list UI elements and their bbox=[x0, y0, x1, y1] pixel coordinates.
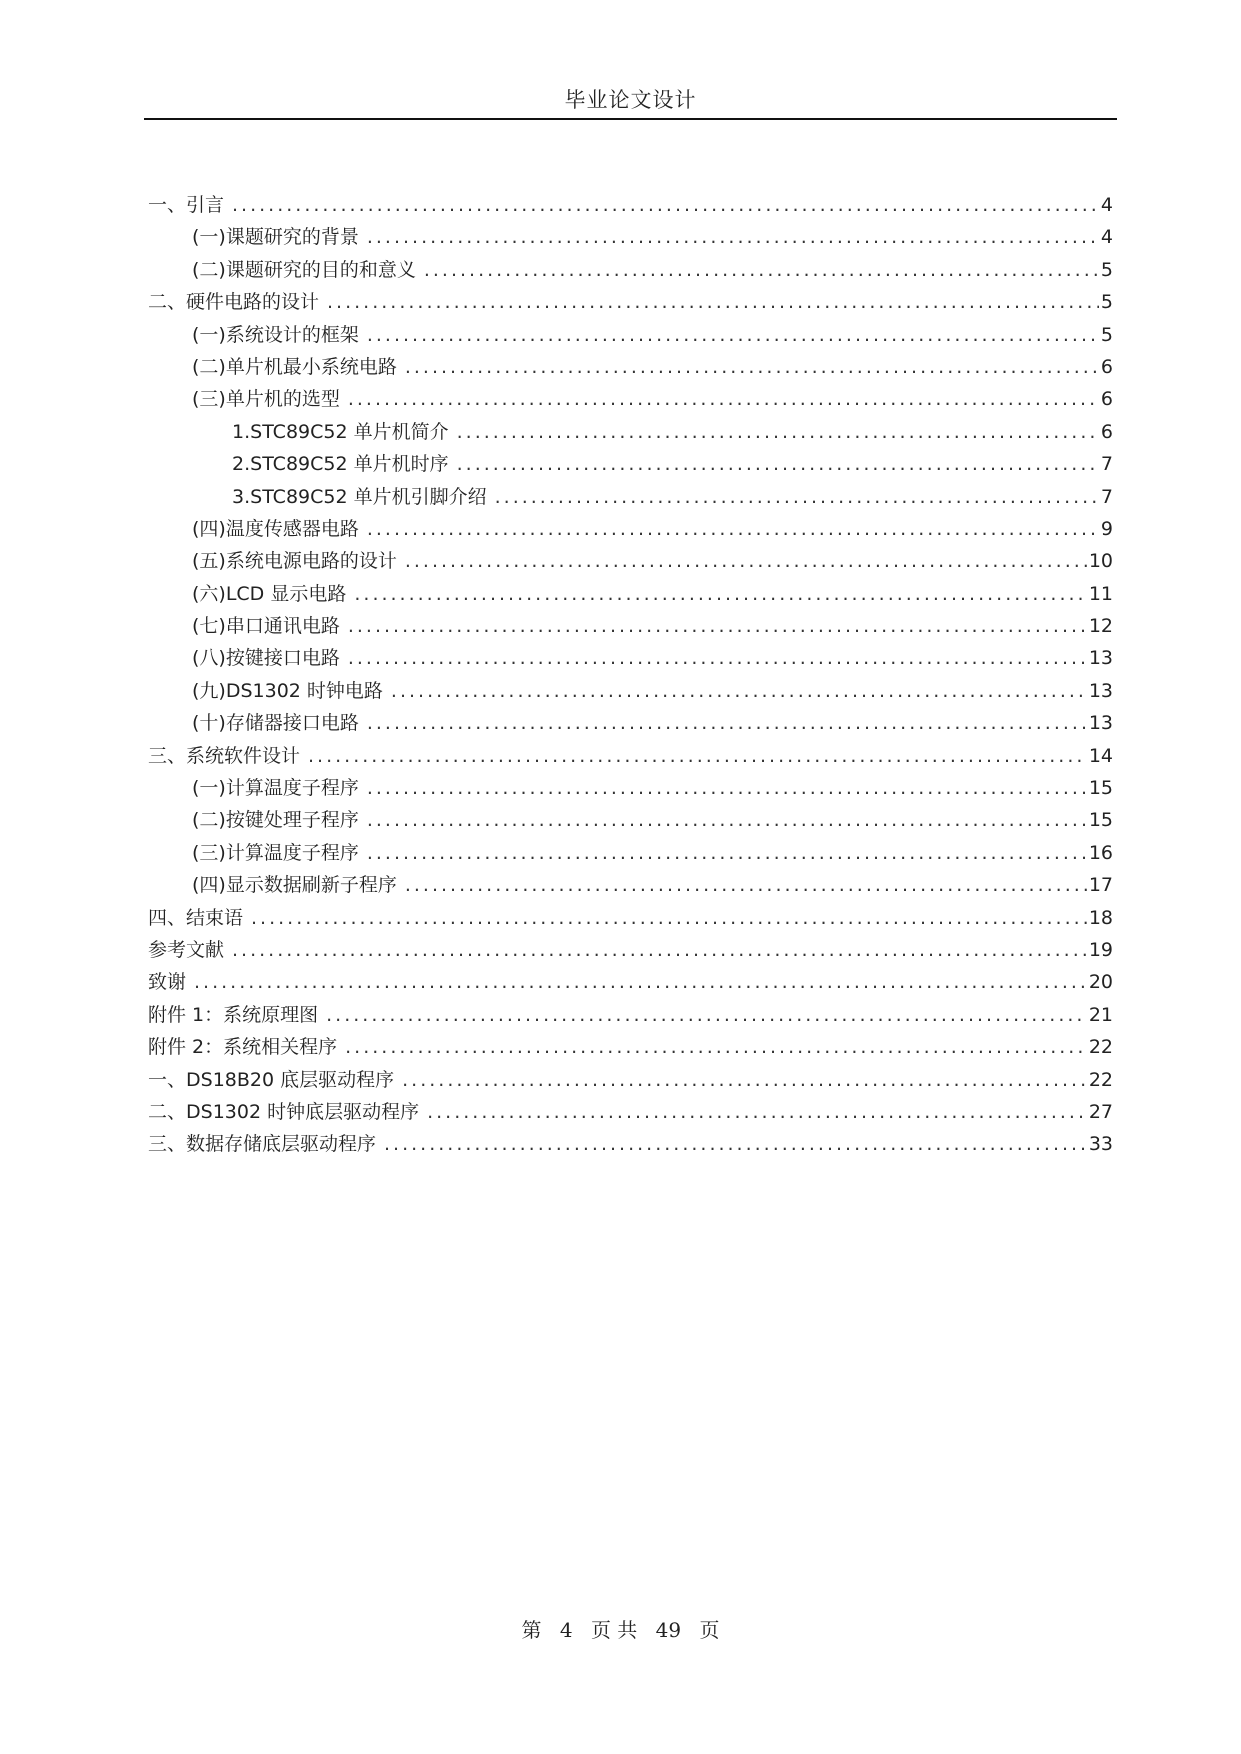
toc-entry-label: (二)课题研究的目的和意义 bbox=[192, 258, 416, 281]
toc-entry-label: (五)系统电源电路的设计 bbox=[192, 550, 397, 573]
toc-leader-dots bbox=[495, 486, 1099, 508]
toc-entry-page: 5 bbox=[1100, 323, 1113, 346]
page-footer bbox=[0, 1614, 1241, 1643]
toc-entry-label: 附件 1：系统原理图 bbox=[148, 1003, 319, 1026]
toc-leader-dots bbox=[391, 680, 1087, 702]
toc-entry[interactable] bbox=[148, 352, 1113, 384]
toc-entry-page: 12 bbox=[1088, 615, 1113, 638]
toc-entry[interactable] bbox=[148, 449, 1113, 481]
toc-entry-page: 33 bbox=[1088, 1133, 1113, 1156]
toc-entry[interactable] bbox=[148, 838, 1113, 870]
toc-entry-label: (八)按键接口电路 bbox=[192, 647, 340, 670]
toc-entry[interactable] bbox=[148, 1032, 1113, 1064]
toc-entry-label: (六)LCD 显示电路 bbox=[192, 582, 347, 605]
toc-entry-page: 6 bbox=[1100, 420, 1113, 443]
toc-leader-dots bbox=[384, 1133, 1087, 1155]
toc-entry-label: 2.STC89C52 单片机时序 bbox=[232, 453, 449, 476]
toc-leader-dots bbox=[424, 259, 1099, 281]
toc-entry-page: 10 bbox=[1088, 550, 1113, 573]
toc-entry[interactable] bbox=[148, 967, 1113, 999]
toc-entry-label: (三)单片机的选型 bbox=[192, 388, 340, 411]
toc-leader-dots bbox=[367, 226, 1099, 248]
toc-entry[interactable] bbox=[148, 190, 1113, 222]
toc-leader-dots bbox=[354, 583, 1086, 605]
toc-entry-page: 13 bbox=[1088, 647, 1113, 670]
toc-entry[interactable] bbox=[148, 1065, 1113, 1097]
toc-entry[interactable] bbox=[148, 579, 1113, 611]
toc-leader-dots bbox=[367, 324, 1099, 346]
toc-leader-dots bbox=[367, 842, 1087, 864]
toc-leader-dots bbox=[457, 421, 1099, 443]
toc-leader-dots bbox=[345, 1036, 1087, 1058]
toc-entry-page: 4 bbox=[1100, 226, 1113, 249]
toc-entry-label: 三、数据存储底层驱动程序 bbox=[148, 1133, 377, 1156]
toc-entry-page: 20 bbox=[1088, 971, 1113, 994]
toc-entry[interactable] bbox=[148, 482, 1113, 514]
toc-entry[interactable] bbox=[148, 546, 1113, 578]
toc-entry[interactable] bbox=[148, 903, 1113, 935]
toc-entry-label: (二)单片机最小系统电路 bbox=[192, 355, 397, 378]
toc-entry-label: (三)计算温度子程序 bbox=[192, 841, 359, 864]
toc-entry-page: 19 bbox=[1088, 938, 1113, 961]
toc-leader-dots bbox=[232, 939, 1087, 961]
toc-entry-label: 三、系统软件设计 bbox=[148, 744, 301, 767]
toc-entry-label: (九)DS1302 时钟电路 bbox=[192, 679, 383, 702]
toc-leader-dots bbox=[457, 453, 1099, 475]
footer-suffix: 页 bbox=[699, 1618, 720, 1642]
toc-entry[interactable] bbox=[148, 870, 1113, 902]
toc-entry[interactable] bbox=[148, 1129, 1113, 1161]
toc-entry-label: 附件 2：系统相关程序 bbox=[148, 1036, 338, 1059]
toc-entry-page: 15 bbox=[1088, 777, 1113, 800]
toc-leader-dots bbox=[367, 518, 1099, 540]
toc-entry-label: 1.STC89C52 单片机简介 bbox=[232, 420, 449, 443]
toc-entry-page: 9 bbox=[1100, 517, 1113, 540]
toc-entry[interactable] bbox=[148, 255, 1113, 287]
toc-entry-page: 4 bbox=[1100, 194, 1113, 216]
toc-entry-label: 一、DS18B20 底层驱动程序 bbox=[148, 1068, 395, 1091]
toc-entry-page: 6 bbox=[1100, 355, 1113, 378]
toc-entry[interactable] bbox=[148, 514, 1113, 546]
toc-entry-label: (七)串口通讯电路 bbox=[192, 615, 340, 638]
toc-entry-label: (一)计算温度子程序 bbox=[192, 777, 359, 800]
toc-entry-page: 7 bbox=[1100, 485, 1113, 508]
toc-entry[interactable] bbox=[148, 935, 1113, 967]
toc-leader-dots bbox=[405, 874, 1087, 896]
toc-entry-page: 22 bbox=[1088, 1068, 1113, 1091]
toc-leader-dots bbox=[308, 745, 1087, 767]
toc-entry-page: 27 bbox=[1088, 1100, 1113, 1123]
toc-leader-dots bbox=[348, 647, 1087, 669]
toc-entry[interactable] bbox=[148, 320, 1113, 352]
toc-leader-dots bbox=[194, 971, 1087, 993]
toc-entry-page: 17 bbox=[1088, 874, 1113, 897]
toc-entry-label: 致谢 bbox=[148, 971, 187, 994]
toc-entry-page: 7 bbox=[1100, 453, 1113, 476]
toc-leader-dots bbox=[348, 388, 1099, 410]
toc-entry-page: 22 bbox=[1088, 1036, 1113, 1059]
toc-entry-page: 13 bbox=[1088, 679, 1113, 702]
page-header-title: 毕业论文设计 bbox=[564, 88, 697, 112]
toc-entry-label: 四、结束语 bbox=[148, 906, 244, 929]
toc-entry-label: (一)课题研究的背景 bbox=[192, 226, 359, 249]
toc-entry-label: 参考文献 bbox=[148, 938, 225, 961]
toc-entry[interactable] bbox=[148, 708, 1113, 740]
toc-entry-label: (四)温度传感器电路 bbox=[192, 517, 359, 540]
toc-entry[interactable] bbox=[148, 611, 1113, 643]
toc-leader-dots bbox=[232, 194, 1099, 216]
toc-entry-page: 5 bbox=[1100, 258, 1113, 281]
toc-leader-dots bbox=[326, 1004, 1087, 1026]
toc-entry-label: 二、硬件电路的设计 bbox=[148, 291, 320, 314]
toc-entry[interactable] bbox=[148, 643, 1113, 675]
toc-entry-page: 21 bbox=[1088, 1003, 1113, 1026]
toc-leader-dots bbox=[348, 615, 1087, 637]
toc-entry-label: (二)按键处理子程序 bbox=[192, 809, 359, 832]
toc-entry-page: 18 bbox=[1088, 906, 1113, 929]
toc-entry[interactable] bbox=[148, 1097, 1113, 1129]
toc-entry-label: 3.STC89C52 单片机引脚介绍 bbox=[232, 485, 487, 508]
footer-current-page: 4 bbox=[559, 1618, 573, 1642]
toc-leader-dots bbox=[251, 907, 1087, 929]
toc-entry[interactable] bbox=[148, 287, 1113, 319]
toc-entry[interactable] bbox=[148, 417, 1113, 449]
header-divider bbox=[144, 118, 1117, 120]
toc-entry[interactable] bbox=[148, 676, 1113, 708]
toc-entry-page: 13 bbox=[1088, 712, 1113, 735]
toc-leader-dots bbox=[405, 356, 1099, 378]
toc-leader-dots bbox=[402, 1069, 1087, 1091]
toc-entry[interactable] bbox=[148, 805, 1113, 837]
toc-entry-label: (十)存储器接口电路 bbox=[192, 712, 359, 735]
toc-leader-dots bbox=[405, 550, 1087, 572]
toc-entry-label: 一、引言 bbox=[148, 194, 225, 216]
toc-entry-page: 6 bbox=[1100, 388, 1113, 411]
toc-entry[interactable] bbox=[148, 384, 1113, 416]
toc-leader-dots bbox=[327, 291, 1099, 313]
toc-entry-page: 16 bbox=[1088, 841, 1113, 864]
footer-prefix: 第 bbox=[521, 1618, 542, 1642]
toc-entry[interactable] bbox=[148, 741, 1113, 773]
footer-middle: 页 共 bbox=[590, 1618, 638, 1642]
toc-entry-page: 15 bbox=[1088, 809, 1113, 832]
toc-entry[interactable] bbox=[148, 1000, 1113, 1032]
toc-entry[interactable] bbox=[148, 773, 1113, 805]
toc-entry-page: 5 bbox=[1100, 291, 1113, 314]
toc-leader-dots bbox=[427, 1101, 1087, 1123]
toc-entry-label: (一)系统设计的框架 bbox=[192, 323, 359, 346]
footer-total-pages: 49 bbox=[655, 1618, 682, 1642]
toc-entry-page: 14 bbox=[1088, 744, 1113, 767]
toc-leader-dots bbox=[367, 712, 1087, 734]
toc-entry-page: 11 bbox=[1088, 582, 1113, 605]
toc-leader-dots bbox=[367, 809, 1087, 831]
toc-entry[interactable] bbox=[148, 222, 1113, 254]
table-of-contents bbox=[148, 190, 1113, 1162]
toc-entry-label: (四)显示数据刷新子程序 bbox=[192, 874, 397, 897]
toc-leader-dots bbox=[367, 777, 1087, 799]
toc-entry-label: 二、DS1302 时钟底层驱动程序 bbox=[148, 1100, 420, 1123]
